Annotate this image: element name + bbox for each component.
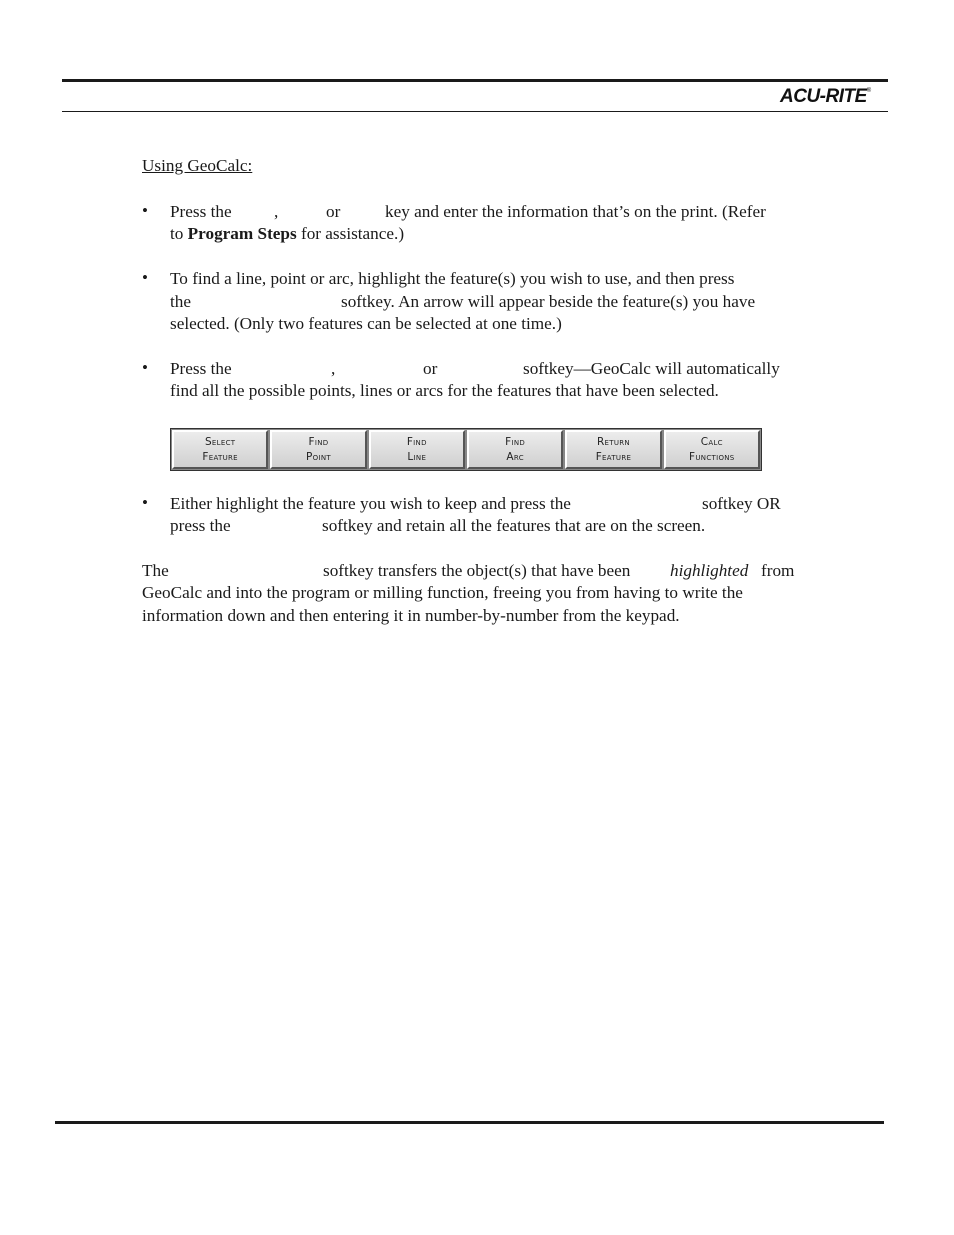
bullet-1-text-c: or [326, 202, 341, 221]
bullet-1-text-d: key and enter the information that’s on the print. (Refer [385, 202, 766, 221]
bullet-4-line-2a: press the [170, 516, 231, 535]
bullet-4: • [142, 493, 148, 512]
para-line-2: GeoCalc and into the program or milling function, freeing you from having to write the [142, 583, 743, 602]
header-rule-thick [62, 79, 888, 82]
bullet-1-line-2: to Program Steps for assistance.) [170, 224, 405, 243]
return-feature-softkey[interactable]: Return Feature [565, 430, 661, 469]
bullet-3-line-2: find all the possible points, lines or arcs for the features that have been selected. [170, 381, 719, 400]
bullet-1-text-a: Press the [170, 202, 232, 221]
select-feature-softkey[interactable]: Select Feature [172, 430, 268, 469]
bullet-2-line-2a: the [170, 292, 191, 311]
bullet-3: • [142, 358, 148, 377]
bullet-3-text-d: softkey—GeoCalc will automatically [523, 359, 780, 378]
find-line-softkey[interactable]: Find Line [369, 430, 465, 469]
bullet-1-text-b: , [274, 202, 279, 221]
para-line-1a: The [142, 561, 169, 580]
bullet-3-text-a: Press the [170, 359, 232, 378]
footer-rule [55, 1121, 884, 1124]
bullet-4-line-1b: softkey OR [702, 494, 781, 513]
bullet-1: • [142, 201, 148, 220]
bullet-2-line-2b: softkey. An arrow will appear beside the feature(s) you have [341, 292, 756, 311]
section-heading: Using GeoCalc: [142, 156, 253, 175]
bullet-2: • [142, 268, 148, 287]
bullet-2-line-3: selected. (Only two features can be selected at one time.) [170, 314, 562, 333]
para-line-1c: highlighted [670, 561, 749, 580]
para-line-3: information down and then entering it in number-by-number from the keypad. [142, 606, 680, 625]
bullet-4-line-1a: Either highlight the feature you wish to keep and press the [170, 494, 571, 513]
header-rule-thin [62, 111, 888, 112]
softkey-bar [170, 428, 762, 471]
acu-rite-logo: ACU-RITE® [780, 86, 871, 107]
para-line-1d: from [761, 561, 795, 580]
bullet-2-line-1: To find a line, point or arc, highlight the feature(s) you wish to use, and then press [170, 269, 735, 288]
find-arc-softkey[interactable]: Find Arc [467, 430, 563, 469]
find-point-softkey[interactable]: Find Point [270, 430, 366, 469]
bullet-3-text-b: , [331, 359, 336, 378]
calc-functions-softkey[interactable]: Calc Functions [664, 430, 760, 469]
para-line-1b: softkey transfers the object(s) that have been [323, 561, 631, 580]
bullet-4-line-2b: softkey and retain all the features that are on the screen. [322, 516, 706, 535]
bullet-3-text-c: or [423, 359, 438, 378]
